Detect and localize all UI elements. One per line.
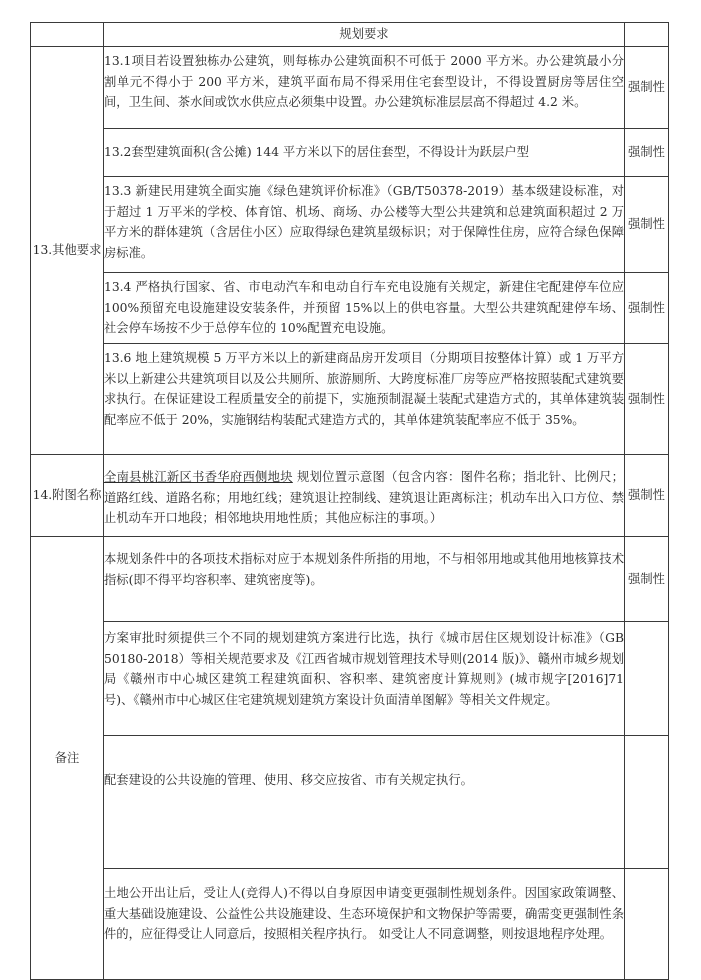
header-type-cell [625,23,669,47]
header-requirement-cell: 规划要求 [104,23,625,47]
table-row [31,622,669,736]
remarks-category-cell: 备注 [31,537,104,980]
table-row [31,455,669,537]
remark-1-type: 强制性 [625,537,669,622]
requirement-13-2: 13.2套型建筑面积(含公摊) 144 平方米以下的居住套型，不得设计为跃层户型 [104,129,625,177]
remark-2: 方案审批时须提供三个不同的规划建筑方案进行比选，执行《城市居住区规划设计标准》（GB 50180-2018）等相关规范要求及《江西省城市规划管理技术导则(2014 版)》、赣州市城乡规划局《赣州市中心城区建筑工程建筑面积、容积率、建筑密度计算规则》(城市规字[2016]71 号)、《赣州市中心城区住宅建筑规划建筑方案设计负面清单图解》等相关文件规定。 [104,622,625,736]
table-row [31,129,669,177]
type-13-4: 强制性 [625,273,669,344]
requirement-13-3: 13.3 新建民用建筑全面实施《绿色建筑评价标准》（GB/T50378-2019）基本级建设标准，对于超过 1 万平米的学校、体育馆、机场、商场、办公楼等大型公共建筑和总建筑面积超过 2 万平方米的群体建筑（含居住小区）应取得绿色建筑星级标识；对于保障性住房，应符合绿色保障房标准。 [104,177,625,273]
remark-4: 土地公开出让后，受让人(竞得人)不得以自身原因申请变更强制性规划条件。因国家政策调整、重大基础设施建设、公益性公共设施建设、生态环境保护和文物保护等需要，确需变更强制性条件的，应征得受让人同意后，按照相关程序执行。 如受让人不同意调整，则按退地程序处理。 [104,869,625,980]
table-row [31,344,669,455]
header-category-cell [31,23,104,47]
plot-name-underlined: 全南县桃江新区书香华府西侧地块 [104,470,293,484]
type-13-1: 强制性 [625,47,669,129]
type-13-3: 强制性 [625,177,669,273]
attachment-description: 规划位置示意图（包含内容：图件名称；指北针、比例尺；道路红线、道路名称；用地红线；建筑退让控制线、建筑退让距离标注；机动车出入口方位、禁止机动车开口地段；相邻地块用地性质；其他应标注的事项。） [104,470,624,525]
requirement-13-6: 13.6 地上建筑规模 5 万平方米以上的新建商品房开发项目（分期项目按整体计算）或 1 万平方米以上新建公共建筑项目以及公共厕所、旅游厕所、大跨度标准厂房等应严格按照装配式建筑要求执行。在保证建设工程质量安全的前提下，实施预制混凝土装配式建造方式的，其单体建筑装配率应不低于 20%，实施钢结构装配式建造方式的，其单体建筑装配率应不低于 35%。 [104,344,625,455]
type-13-2: 强制性 [625,129,669,177]
planning-requirements-table [30,22,669,980]
type-13-6: 强制性 [625,344,669,455]
remark-1: 本规划条件中的各项技术指标对应于本规划条件所指的用地，不与相邻用地或其他用地核算技术指标(即不得平均容积率、建筑密度等)。 [104,537,625,622]
category-14-cell: 14.附图名称 [31,455,104,537]
table-row [31,177,669,273]
table-row [31,47,669,129]
type-14: 强制性 [625,455,669,537]
table-header-row [31,23,669,47]
table-row [31,537,669,622]
remark-2-type [625,622,669,736]
category-13-cell: 13.其他要求 [31,47,104,455]
remark-3: 配套建设的公共设施的管理、使用、移交应按省、市有关规定执行。 [104,736,625,869]
table-row [31,736,669,869]
requirement-13-1: 13.1项目若设置独栋办公建筑，则每栋办公建筑面积不可低于 2000 平方米。办公建筑最小分割单元不得小于 200 平方米，建筑平面布局不得采用住宅套型设计，不得设置厨房等居住空间，卫生间、茶水间或饮水供应点必须集中设置。办公建筑标准层层高不得超过 4.2 米。 [104,47,625,129]
remark-3-type [625,736,669,869]
requirement-14 [104,455,625,537]
table-row [31,869,669,980]
remark-4-type [625,869,669,980]
requirement-13-4: 13.4 严格执行国家、省、市电动汽车和电动自行车充电设施有关规定，新建住宅配建停车位应 100%预留充电设施建设安装条件，并预留 15%以上的供电容量。大型公共建筑配建停车场、社会停车场按不少于总停车位的 10%配置充电设施。 [104,273,625,344]
table-row [31,273,669,344]
